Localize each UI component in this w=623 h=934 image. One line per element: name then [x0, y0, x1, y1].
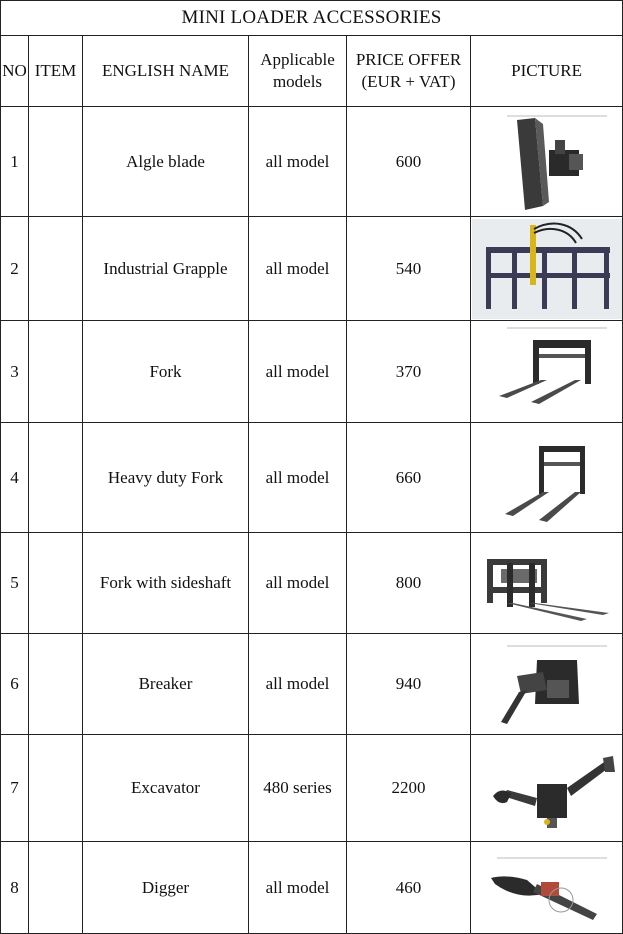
row-picture: [471, 321, 623, 423]
row-models: all model: [249, 533, 347, 634]
row-name: Digger: [83, 842, 249, 934]
row-picture: [471, 634, 623, 735]
row-picture: [471, 735, 623, 842]
title-row: [1, 1, 623, 36]
row-models: 480 series: [249, 735, 347, 842]
row-models: all model: [249, 634, 347, 735]
row-no: 2: [1, 217, 29, 321]
row-name: Industrial Grapple: [83, 217, 249, 321]
row-picture: [471, 107, 623, 217]
row-price: 540: [347, 217, 471, 321]
row-picture: [471, 533, 623, 634]
table-row: [1, 842, 623, 934]
row-item: [29, 842, 83, 934]
header-english-name: ENGLISH NAME: [83, 36, 249, 107]
header-applicable-models: [249, 36, 347, 107]
row-no: 3: [1, 321, 29, 423]
fork-with-sideshaft-image: [477, 535, 617, 631]
row-name: Fork: [83, 321, 249, 423]
header-models-line1: Applicable: [260, 50, 335, 69]
row-price: 460: [347, 842, 471, 934]
header-price-line1: PRICE OFFER: [355, 50, 462, 69]
row-models: all model: [249, 423, 347, 533]
row-price: 370: [347, 321, 471, 423]
angle-blade-image: [477, 110, 617, 214]
row-item: [29, 634, 83, 735]
row-item: [29, 533, 83, 634]
row-name: Breaker: [83, 634, 249, 735]
row-item: [29, 423, 83, 533]
row-models: all model: [249, 321, 347, 423]
row-item: [29, 735, 83, 842]
digger-image: [477, 844, 617, 932]
row-models: all model: [249, 107, 347, 217]
header-price-line2: (EUR + VAT): [361, 72, 456, 91]
breaker-image: [477, 636, 617, 732]
table-row: [1, 423, 623, 533]
heavy-duty-fork-image: [477, 426, 617, 530]
row-picture: [471, 842, 623, 934]
row-item: [29, 321, 83, 423]
row-name: Excavator: [83, 735, 249, 842]
row-price: 940: [347, 634, 471, 735]
header-item: ITEM: [29, 36, 83, 107]
fork-image: [477, 324, 617, 420]
header-no: NO: [1, 36, 29, 107]
row-item: [29, 217, 83, 321]
row-name: Algle blade: [83, 107, 249, 217]
row-name: Fork with sideshaft: [83, 533, 249, 634]
table-row: [1, 634, 623, 735]
row-picture: [471, 217, 623, 321]
row-price: 800: [347, 533, 471, 634]
row-price: 660: [347, 423, 471, 533]
row-no: 6: [1, 634, 29, 735]
row-item: [29, 107, 83, 217]
row-no: 1: [1, 107, 29, 217]
table-row: [1, 735, 623, 842]
row-no: 8: [1, 842, 29, 934]
row-picture: [471, 423, 623, 533]
row-price: 600: [347, 107, 471, 217]
header-price-offer: [347, 36, 471, 107]
header-row: [1, 36, 623, 107]
table-row: [1, 533, 623, 634]
excavator-image: [477, 738, 617, 838]
row-no: 7: [1, 735, 29, 842]
row-models: all model: [249, 842, 347, 934]
row-no: 5: [1, 533, 29, 634]
header-picture: PICTURE: [471, 36, 623, 107]
table-row: [1, 321, 623, 423]
table-row: [1, 107, 623, 217]
table-title: MINI LOADER ACCESSORIES: [1, 1, 623, 36]
row-price: 2200: [347, 735, 471, 842]
row-models: all model: [249, 217, 347, 321]
row-name: Heavy duty Fork: [83, 423, 249, 533]
header-models-line2: models: [272, 72, 323, 91]
table-row: [1, 217, 623, 321]
industrial-grapple-image: [472, 219, 622, 319]
row-no: 4: [1, 423, 29, 533]
